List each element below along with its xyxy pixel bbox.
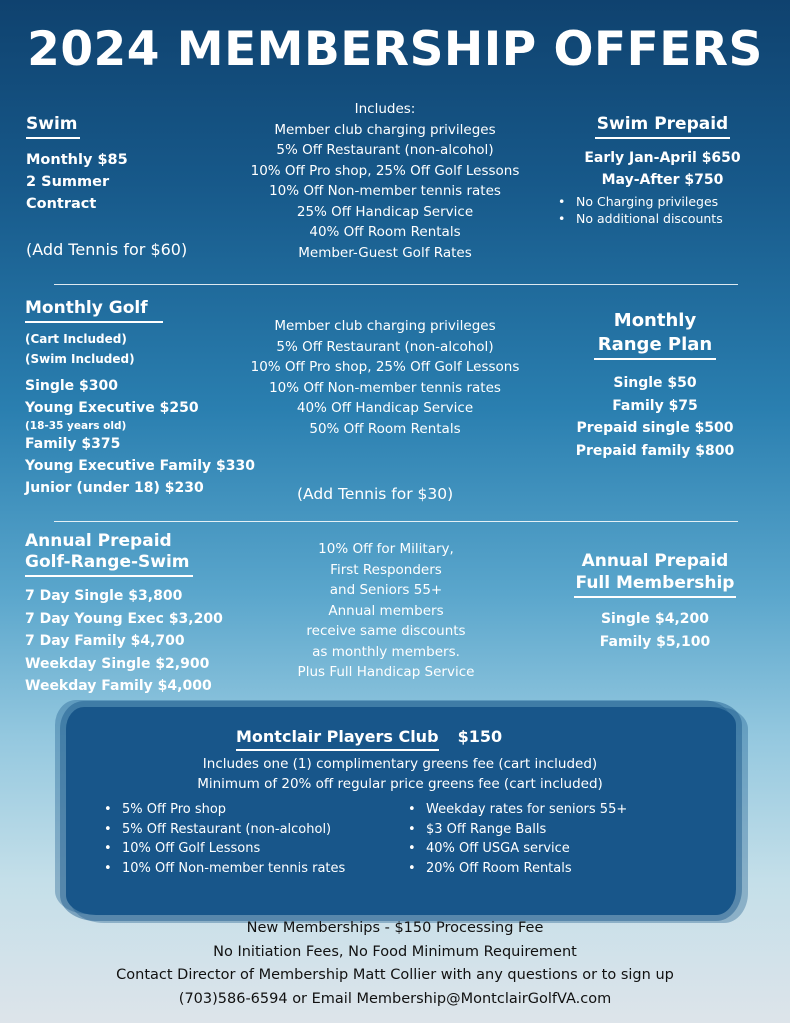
range-plan-heading-1: Monthly [613, 310, 697, 331]
swim-prepaid-line: May-After $750 [601, 172, 724, 188]
range-plan-prices [555, 372, 755, 462]
annual-full-heading-2: Full Membership [574, 573, 737, 598]
military-line: as monthly members. [312, 643, 460, 660]
monthly-golf-price: Single $300 [25, 378, 119, 394]
annual-grs-section [25, 530, 223, 698]
annual-grs-prices [25, 585, 223, 698]
divider [54, 284, 738, 285]
players-club-bullet: • 10% Off Golf Lessons [100, 839, 345, 859]
players-club-bullet: • $3 Off Range Balls [404, 820, 627, 840]
age-note: (18-35 years old) [25, 420, 127, 432]
includes-item: 25% Off Handicap Service [296, 203, 474, 220]
annual-grs-heading-2: Golf-Range-Swim [25, 552, 193, 577]
swim-prepaid-heading: Swim Prepaid [595, 114, 730, 139]
swim-prepaid-bullets [554, 193, 765, 227]
golf-benefit: 40% Off Handicap Service [296, 400, 474, 416]
swim-tennis-addon: (Add Tennis for $60) [26, 240, 188, 259]
swim-line: Monthly $85 [26, 152, 128, 168]
includes-item: 40% Off Room Rentals [309, 224, 461, 240]
swim-line: Contract [26, 196, 97, 212]
players-club-bullet: • 10% Off Non-member tennis rates [100, 859, 345, 879]
players-club-heading: Montclair Players Club [236, 727, 439, 751]
swim-prepaid-section [560, 114, 765, 227]
swim-section [26, 114, 128, 215]
military-line: 10% Off for Military, [318, 541, 454, 557]
divider [54, 521, 738, 522]
annual-grs-price: Weekday Single $2,900 [25, 655, 210, 672]
annual-grs-price: 7 Day Family $4,700 [25, 633, 185, 649]
annual-full-prices [555, 608, 755, 653]
players-club-line: Includes one (1) complimentary greens fee (cart included) [202, 756, 598, 772]
annual-grs-price: Weekday Family $4,000 [25, 678, 212, 694]
players-club-header [236, 727, 502, 751]
range-plan-heading-2: Range Plan [594, 334, 717, 360]
swim-prepaid-bullet: • No Charging privileges [554, 193, 765, 210]
monthly-golf-price: Junior (under 18) $230 [25, 480, 204, 496]
range-plan-price: Single $50 [613, 375, 697, 391]
includes-item: 10% Off Non-member tennis rates [269, 183, 501, 199]
players-club-bullet: • Weekday rates for seniors 55+ [404, 800, 627, 820]
swim-line: 2 Summer [26, 174, 110, 190]
players-club-includes [90, 754, 710, 794]
annual-grs-price: 7 Day Single $3,800 [25, 588, 183, 604]
range-plan-section [555, 308, 755, 462]
monthly-golf-note: (Cart Included) [25, 332, 127, 346]
annual-full-price: Single $4,200 [600, 611, 710, 627]
monthly-golf-price: Family $375 [25, 436, 121, 452]
golf-benefits-list [205, 316, 565, 439]
swim-heading: Swim [26, 114, 80, 139]
monthly-golf-price: Young Executive $250 [25, 400, 199, 416]
golf-benefit: 5% Off Restaurant (non-alcohol) [276, 338, 494, 355]
golf-benefit: 10% Off Non-member tennis rates [269, 379, 501, 396]
military-line: Annual members [328, 602, 444, 619]
swim-prepaid-bullet: • No additional discounts [554, 210, 765, 227]
monthly-golf-heading: Monthly Golf [25, 298, 163, 323]
players-club-price: $150 [457, 727, 503, 746]
swim-prepaid-line: Early Jan-April $650 [584, 150, 741, 166]
military-line: and Seniors 55+ [329, 582, 443, 598]
swim-prices [26, 149, 128, 215]
footer-line: Contact Director of Membership Matt Collier with any questions or to sign up [116, 967, 674, 983]
footer [0, 917, 790, 1011]
players-club-bullets-right [404, 800, 627, 878]
military-line: First Responders [330, 561, 442, 578]
monthly-golf-price: Young Executive Family $330 [25, 458, 255, 474]
annual-grs-price: 7 Day Young Exec $3,200 [25, 610, 223, 627]
annual-full-heading-1: Annual Prepaid [581, 551, 729, 571]
range-plan-price: Prepaid family $800 [575, 442, 735, 459]
includes-heading: Includes: [354, 101, 416, 117]
players-club-bullet: • 20% Off Room Rentals [404, 859, 627, 879]
players-club-bullets-left [100, 800, 345, 878]
includes-item: Member club charging privileges [274, 121, 496, 138]
golf-benefit: 50% Off Room Rentals [309, 420, 461, 437]
annual-full-section [555, 549, 755, 653]
monthly-golf-note: (Swim Included) [25, 352, 135, 366]
range-plan-price: Family $75 [612, 397, 698, 414]
includes-item: Member-Guest Golf Rates [298, 244, 472, 261]
page-title: 2024 MEMBERSHIP OFFERS [27, 22, 763, 77]
golf-benefit: Member club charging privileges [274, 318, 496, 334]
golf-benefit: 10% Off Pro shop, 25% Off Golf Lessons [250, 359, 520, 375]
players-club-bullet: • 5% Off Pro shop [100, 800, 345, 820]
range-plan-price: Prepaid single $500 [576, 420, 734, 436]
military-discounts [250, 539, 522, 683]
includes-item: 10% Off Pro shop, 25% Off Golf Lessons [250, 162, 520, 179]
footer-line: New Memberships - $150 Processing Fee [246, 920, 544, 936]
swim-prepaid-prices [560, 147, 765, 191]
players-club-bullet: • 40% Off USGA service [404, 839, 627, 859]
annual-grs-heading-1: Annual Prepaid [25, 531, 172, 551]
includes-list [205, 99, 565, 263]
includes-item: 5% Off Restaurant (non-alcohol) [276, 142, 494, 158]
military-line: receive same discounts [306, 623, 466, 639]
military-line: Plus Full Handicap Service [297, 664, 475, 680]
golf-tennis-addon: (Add Tennis for $30) [297, 485, 454, 503]
annual-full-price: Family $5,100 [599, 633, 711, 650]
footer-line: (703)586-6594 or Email Membership@MontclairGolfVA.com [178, 990, 612, 1007]
footer-line: No Initiation Fees, No Food Minimum Requirement [213, 943, 577, 960]
players-club-line: Minimum of 20% off regular price greens fee (cart included) [197, 776, 603, 792]
players-club-bullet: • 5% Off Restaurant (non-alcohol) [100, 820, 345, 840]
